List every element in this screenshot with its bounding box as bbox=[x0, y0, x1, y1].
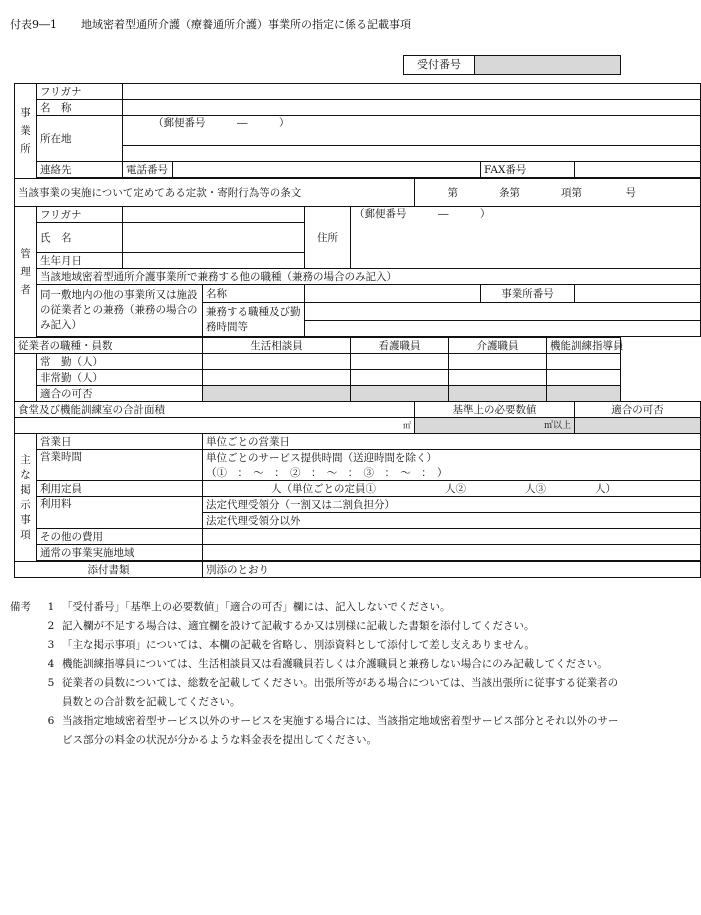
posted-capacity-value[interactable] bbox=[203, 481, 701, 497]
articles-jo: 条第 bbox=[499, 186, 520, 199]
business-address-field[interactable] bbox=[123, 146, 701, 162]
business-fax-label: FAX番号 bbox=[481, 162, 575, 178]
posted-days-value[interactable]: 単位ごとの営業日 bbox=[203, 434, 701, 450]
receipt-number-label: 受付番号 bbox=[404, 56, 475, 74]
notes-head: 備考 bbox=[10, 601, 31, 613]
business-section-label: 事 業 所 bbox=[15, 84, 37, 179]
posted-section-label: 主 な 掲 示 事 項 bbox=[15, 434, 37, 562]
manager-other-staff-label: 同一敷地内の他の事業所又は施設の従業者との兼務（兼務の場合のみ記入） bbox=[37, 285, 203, 337]
manager-furigana-field[interactable] bbox=[123, 207, 305, 223]
area-fit-label: 適合の可否 bbox=[575, 402, 701, 418]
articles-ko: 項第 bbox=[561, 186, 582, 199]
manager-birth-field[interactable] bbox=[123, 253, 305, 269]
area-fit-field bbox=[575, 418, 701, 434]
business-phone-field[interactable] bbox=[173, 162, 481, 178]
staff-parttime-label: 非常勤（人） bbox=[37, 370, 203, 386]
manager-hours-label: 兼務する職種及び勤務時間等 bbox=[203, 303, 305, 337]
manager-name-label: 氏 名 bbox=[37, 223, 123, 253]
posted-fee-label: 利用料 bbox=[37, 497, 203, 529]
staff-fit-label: 適合の可否 bbox=[37, 386, 203, 402]
notes-section bbox=[10, 598, 622, 750]
manager-facility-name-label: 名称 bbox=[203, 285, 305, 303]
manager-name-field[interactable] bbox=[123, 223, 305, 253]
area-value-field[interactable] bbox=[15, 418, 415, 434]
business-postal-field[interactable]: （郵便番号 ― ） bbox=[123, 116, 701, 146]
application-form-table bbox=[14, 83, 701, 578]
posted-hours-label: 営業時間 bbox=[37, 450, 203, 481]
posted-fee-value-1[interactable]: 法定代理受領分（一割又は二割負担分） bbox=[203, 497, 701, 513]
attach-label: 添付書類 bbox=[15, 562, 203, 578]
staff-col-trainer: 機能訓練指導員 bbox=[547, 338, 621, 354]
posted-capacity-label: 利用定員 bbox=[37, 481, 203, 497]
manager-address-field[interactable] bbox=[351, 207, 701, 269]
area-required-label: 基準上の必要数値 bbox=[415, 402, 575, 418]
business-name-label: 名 称 bbox=[37, 100, 123, 116]
staff-fit-caregiver bbox=[449, 386, 547, 402]
manager-furigana-label: フリガナ bbox=[37, 207, 123, 223]
articles-go: 号 bbox=[625, 186, 636, 199]
articles-field[interactable] bbox=[415, 179, 701, 207]
staff-parttime-nurse[interactable] bbox=[351, 370, 449, 386]
staff-fulltime-nurse[interactable] bbox=[351, 354, 449, 370]
receipt-number-box bbox=[403, 55, 621, 75]
posted-hours-value-1[interactable]: 単位ごとのサービス提供時間（送迎時間を除く） bbox=[203, 450, 701, 466]
note-item: 2 記入欄が不足する場合は、適宜欄を設けて記載するか又は別様に記載した書類を添付してください。 bbox=[47, 620, 535, 632]
receipt-number-field bbox=[475, 56, 620, 74]
manager-office-no-field[interactable] bbox=[575, 285, 701, 303]
staff-fulltime-caregiver[interactable] bbox=[449, 354, 547, 370]
manager-birth-label: 生年月日 bbox=[37, 253, 123, 269]
staff-fulltime-label: 常 勤（人） bbox=[37, 354, 203, 370]
note-item: 5 従業者の員数については、総数を記載してください。出張所等がある場合については、当該出張所に従事する従業者の員数との合計数を記載してください。 bbox=[47, 677, 619, 708]
business-furigana-label: フリガナ bbox=[37, 84, 123, 100]
posted-cap-3: 人③ bbox=[525, 482, 546, 495]
posted-cap-4: 人） bbox=[595, 482, 616, 495]
staff-label: 従業者の職種・員数 bbox=[15, 338, 203, 354]
form-header bbox=[10, 16, 411, 32]
area-required-field bbox=[415, 418, 575, 434]
staff-fit-counselor bbox=[203, 386, 351, 402]
area-required-unit: ㎡以上 bbox=[543, 421, 571, 431]
posted-cap-2: 人② bbox=[445, 482, 466, 495]
posted-fee-value-2[interactable]: 法定代理受領分以外 bbox=[203, 513, 701, 529]
staff-fulltime-trainer[interactable] bbox=[547, 354, 621, 370]
note-item: 6 当該指定地域密着型サービス以外のサービスを実施する場合には、当該指定地域密着型サービス部分とそれ以外のサービス部分の料金の状況が分かるような料金表を提出してください。 bbox=[47, 715, 619, 746]
staff-col-caregiver: 介護職員 bbox=[449, 338, 547, 354]
business-address-label: 所在地 bbox=[37, 116, 123, 162]
manager-hours-field-2[interactable] bbox=[305, 321, 701, 337]
form-title: 地域密着型通所介護（療養通所介護）事業所の指定に係る記載事項 bbox=[81, 18, 411, 31]
articles-dai: 第 bbox=[447, 186, 458, 199]
area-unit: ㎡ bbox=[403, 421, 411, 430]
business-contact-label: 連絡先 bbox=[37, 162, 123, 178]
business-phone-label: 電話番号 bbox=[123, 162, 173, 178]
posted-hours-value-2[interactable]: （① ： ～ ： ② ： ～ ： ③ ： ～ ： ） bbox=[203, 465, 701, 481]
staff-parttime-trainer[interactable] bbox=[547, 370, 621, 386]
staff-fit-nurse bbox=[351, 386, 449, 402]
posted-other-fee-label: その他の費用 bbox=[37, 529, 203, 545]
manager-postal: （郵便番号 ― ） bbox=[354, 208, 491, 220]
posted-cap-1: 人（単位ごとの定員① bbox=[271, 482, 376, 495]
posted-area-label: 通常の事業実施地域 bbox=[37, 545, 203, 561]
business-furigana-field[interactable] bbox=[123, 84, 701, 100]
area-label: 食堂及び機能訓練室の合計面積 bbox=[15, 402, 415, 418]
staff-fulltime-counselor[interactable] bbox=[203, 354, 351, 370]
manager-office-no-label: 事業所番号 bbox=[481, 285, 575, 303]
note-item: 3 「主な掲示事項」については、本欄の記載を省略し、別添資料として添付して差し支えありません。 bbox=[47, 639, 535, 651]
staff-parttime-caregiver[interactable] bbox=[449, 370, 547, 386]
manager-concurrent-label: 当該地域密着型通所介護事業所で兼務する他の職種（兼務の場合のみ記入） bbox=[37, 269, 701, 285]
articles-label: 当該事業の実施について定めてある定款・寄附行為等の条文 bbox=[15, 179, 415, 207]
posted-other-fee-field[interactable] bbox=[203, 529, 701, 545]
staff-col-nurse: 看護職員 bbox=[351, 338, 449, 354]
posted-area-field[interactable] bbox=[203, 545, 701, 561]
posted-days-label: 営業日 bbox=[37, 434, 203, 450]
staff-col-counselor: 生活相談員 bbox=[203, 338, 351, 354]
note-item: 4 機能訓練指導員については、生活相談員又は看護職員若しくは介護職員と兼務しない場合にのみ記載してください。 bbox=[47, 658, 608, 670]
attach-value[interactable]: 別添のとおり bbox=[203, 562, 701, 578]
staff-parttime-counselor[interactable] bbox=[203, 370, 351, 386]
form-code: 付表9―1 bbox=[10, 18, 57, 31]
note-item: 備考 1 「受付番号」「基準上の必要数値」「適合の可否」欄には、記入しないでください。 bbox=[10, 598, 622, 617]
manager-address-label: 住所 bbox=[305, 207, 351, 269]
staff-fit-trainer bbox=[547, 386, 621, 402]
business-fax-field[interactable] bbox=[575, 162, 701, 178]
manager-hours-field-1[interactable] bbox=[305, 303, 701, 321]
manager-section-label: 管 理 者 bbox=[15, 207, 37, 338]
business-name-field[interactable] bbox=[123, 100, 701, 116]
manager-facility-name-field[interactable] bbox=[305, 285, 481, 303]
